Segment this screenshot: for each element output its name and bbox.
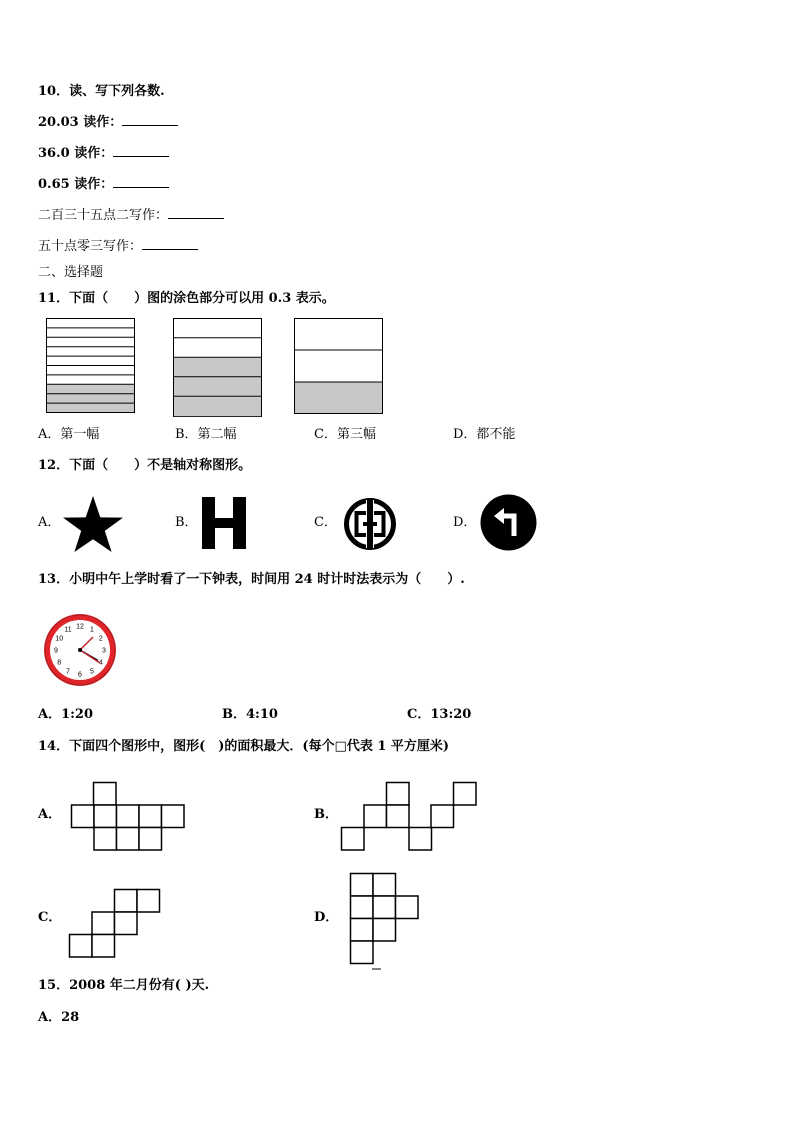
- clock-numeral: 1: [90, 626, 94, 634]
- clock-numeral: 3: [102, 647, 106, 655]
- q12-label-d[interactable]: D．: [453, 515, 477, 530]
- q12-label-a[interactable]: A．: [38, 515, 61, 530]
- clock-numeral: 11: [64, 626, 72, 634]
- q10-item-2: 36.0 读作：: [38, 146, 169, 162]
- q13-option-c[interactable]: C．13:20: [407, 707, 472, 722]
- clock-icon: [40, 610, 120, 690]
- q10-item-5: 五十点零三写作：: [38, 239, 198, 255]
- letter-h-icon: [202, 497, 246, 549]
- clock-numeral: 5: [90, 668, 94, 676]
- star-icon: [62, 496, 124, 552]
- clock-numeral: 6: [78, 671, 82, 679]
- q14-figure-c: [69, 889, 161, 959]
- q14-figure-b: [341, 782, 477, 852]
- clock-numeral: 9: [54, 647, 58, 655]
- q12-label-c[interactable]: C．: [314, 515, 337, 530]
- clock-numeral: 7: [66, 668, 70, 676]
- clock-numeral: 4: [98, 659, 103, 667]
- q11-option-d[interactable]: D．都不能: [453, 427, 516, 442]
- q14-label-c[interactable]: C．: [38, 910, 62, 925]
- q11-title: 11．下面（ ）图的涂色部分可以用 0.3 表示。: [38, 291, 335, 306]
- q10-item-3: 0.65 读作：: [38, 177, 169, 193]
- clock-numeral: 10: [55, 635, 64, 643]
- q11-option-b[interactable]: B．第二幅: [175, 427, 237, 442]
- q15-title: 15．2008 年二月份有( )天.: [38, 978, 210, 993]
- q14-label-a[interactable]: A．: [38, 807, 62, 822]
- bank-logo-icon: [342, 496, 398, 552]
- answer-blank[interactable]: [113, 146, 169, 157]
- answer-blank[interactable]: [168, 208, 224, 219]
- q14-title: 14．下面四个图形中，图形( )的面积最大．(每个□代表 1 平方厘米): [38, 739, 450, 754]
- q11-figure-3: [294, 318, 384, 415]
- q13-title: 13．小明中午上学时看了一下钟表，时间用 24 时计时法表示为（ ）.: [38, 572, 465, 587]
- q14-label-b[interactable]: B．: [314, 807, 338, 822]
- q11-figure-1: [46, 318, 136, 413]
- q10-title: 10．读、写下列各数.: [38, 84, 165, 99]
- section-heading: 二、选择题: [38, 265, 104, 280]
- q12-title: 12．下面（ ）不是轴对称图形。: [38, 458, 252, 473]
- clock-numeral: 8: [57, 659, 62, 667]
- answer-blank[interactable]: [113, 177, 169, 188]
- clock-numeral: 2: [98, 635, 103, 643]
- turn-left-sign-icon: [480, 494, 537, 551]
- q13-option-b[interactable]: B．4:10: [222, 707, 278, 722]
- q12-label-b[interactable]: B．: [175, 515, 198, 530]
- q11-option-a[interactable]: A．第一幅: [38, 427, 100, 442]
- q15-option-a[interactable]: A．28: [38, 1010, 80, 1025]
- q13-option-a[interactable]: A．1:20: [38, 707, 94, 722]
- q10-item-4: 二百三十五点二写作：: [38, 208, 224, 224]
- q11-figure-2: [173, 318, 263, 418]
- q11-option-c[interactable]: C．第三幅: [314, 427, 376, 442]
- answer-blank[interactable]: [122, 115, 178, 126]
- q14-figure-a: [71, 782, 185, 852]
- q14-label-d[interactable]: D．: [314, 910, 339, 925]
- clock-numeral: 12: [76, 623, 84, 631]
- q10-item-1: 20.03 读作：: [38, 115, 178, 131]
- q14-figure-d: [350, 873, 420, 973]
- answer-blank[interactable]: [142, 239, 198, 250]
